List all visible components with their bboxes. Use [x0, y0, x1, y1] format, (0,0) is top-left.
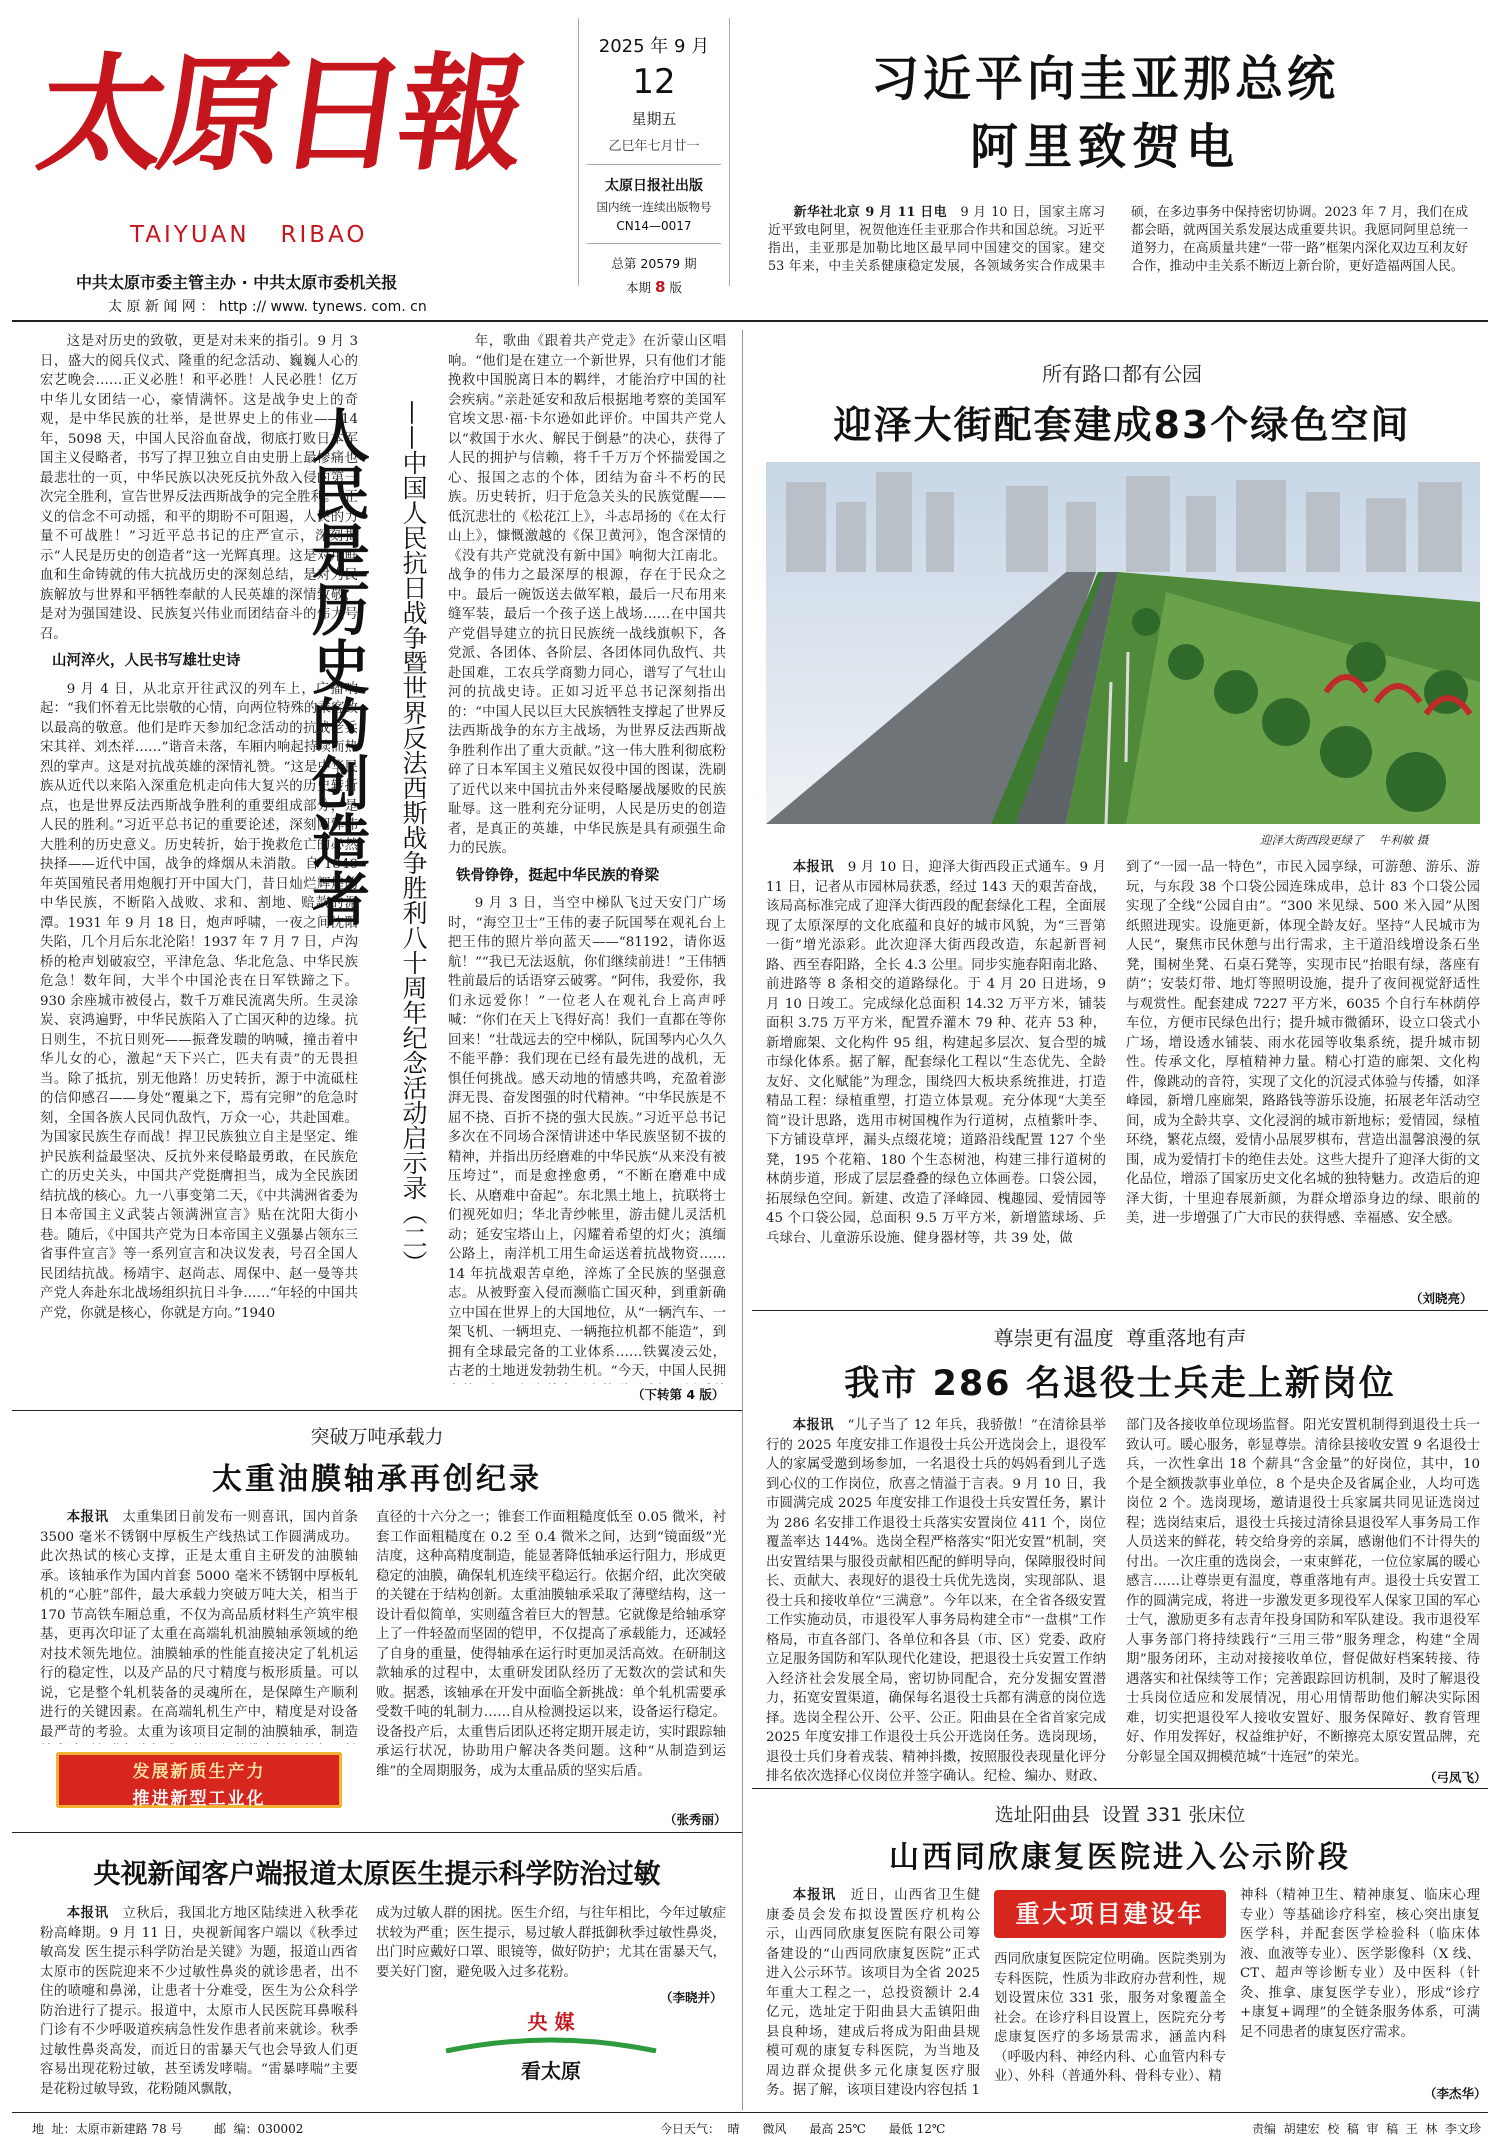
feature-title-text: 人民是历史的创造者 — [302, 405, 370, 927]
feature-title[interactable] — [302, 405, 378, 927]
website-line[interactable]: 太 原 新 闻 网 ： http :// www. tynews. com. cn — [108, 299, 427, 315]
badge-line2: 推进新型工业化 — [132, 1789, 266, 1809]
central-media-logo — [436, 2000, 666, 2096]
lead-dateline: 新华社北京 9 月 11 日电 — [793, 205, 948, 220]
hospital-body1: 近日，山西省卫生健康委员会发布拟设置医疗机构公示，山西同欣康复医院有限公司筹备建设的“山西同欣康复医院”正式进入公示环节。该项目为全省 2025 年重大工程之一，总投资额计 2.4 亿元，选址定于阳曲县大盂镇阳曲县良种场，建成后将成为阳曲县规模可观的康复专科医院，为当地及周边群众提供多元化康复医疗服务。据了解，该项目建设内容包括 1 — [766, 1888, 980, 2098]
bearings-body2: 直径的十六分之一；锥套工作面粗糙度低至 0.05 微米，衬套工作面粗糙度在 0.2 至 0.4 微米之间，达到“镜面级”光洁度，这种高精度制造，能显著降低轴承运行阻力，形成更稳定的油膜，确保轧机连续平稳运行。依据介绍，此次突破的关键在于结构创新。太重油膜轴承采取了薄壁结构，这一设计看似简单，实则蕴含着巨大的智慧。它就像是给轴承穿上了一件轻盈而坚固的铠甲，不仅提高了承载能力，还减轻了自身的重量，使得轴承在运行时更加灵活高效。在研制这款轴承的过程中，太重研发团队经历了无数次的尝试和失败。据悉，该轴承在开发中面临全新挑战：单个轧机需要承受数千吨的轧制力……自从检测投运以来，设备运行稳定。设备投产后，太重售后团队还将定期开展走访，实时跟踪轴承运行状况，协助用户解决各类问题。这种“从制造到运维”的全周期服务，成为太重品质的坚实后盾。 — [376, 1510, 726, 1779]
green-byline: （刘晓亮） — [1410, 1291, 1473, 1306]
weekday: 星期五 — [631, 110, 677, 128]
date-year-month: 2025 年 9 月 — [598, 36, 710, 57]
section-rule-left — [12, 1410, 742, 1411]
cn-number: CN14—0017 — [616, 219, 692, 233]
lead-headline-line1[interactable]: 习近平向圭亚那总统 — [870, 51, 1339, 107]
major-project-badge — [994, 1890, 1226, 1938]
section-rule-right1 — [752, 1310, 1488, 1311]
veterans-byline: （弓凤飞） — [1424, 1770, 1487, 1785]
feature-col2b-text: 9 月 3 日，当空中梯队飞过天安门广场时，“海空卫士”王伟的妻子阮国琴在观礼台上把王伟的照片举向蓝天——“81192，请你返航！”“我已无法返航，你们继续前进！”王伟牺牲前最后的话语穿云破雾。“阿伟，我爱你，我们永远爱你！”一位老人在观礼台上高声呼喊：“你们在天上飞得好高！我们一直都在等你回来！”壮哉远去的空中梯队，阮国琴内心久久不能平静：我们现在已经有最先进的战机，无惧任何挑战。感天动地的情感共鸣，充盈着澎湃无畏、奋发图强的时代精神。“中华民族是不屈不挠、百折不挠的强大民族。”习近平总书记多次在不同场合深情讲述中华民族坚韧不拔的精神，并指出历经磨难的中华民族“从来没有被压垮过”，而是愈挫愈勇，“不断在磨难中成长、从磨难中奋起”。东北黑土地上，抗联将士们视死如归；华北青纱帐里，游击健儿灵活机动；延安宝塔山上，闪耀着希望的灯火；滇缅公路上，南洋机工用生命运送着抗战物资……14 年抗战艰苦卓绝，淬炼了全民族的坚强意志。从被野蛮入侵而濒临亡国灭种，到重新确立中国在世界上的大国地位，从“一辆汽车、一架飞机、一辆坦克、一辆拖拉机都不能造”，到拥有全球最完备的工业体系……铁翼凌云处，古老的土地迸发勃勃生机。“今天，中国人民拥 — [448, 896, 726, 1379]
footer-postcode: 邮 编：030002 — [214, 2122, 304, 2136]
veterans-kicker: 尊崇更有温度 尊重落地有声 — [993, 1326, 1247, 1350]
lead-text: 9 月 10 日，国家主席习近平致电阿里，祝贺他连任圭亚那合作共和国总统。习近平指出，圭亚那是加勒比地区最早同中国建交的国家。建交 53 年来，中圭关系健康稳定发展，各领域务实合作成果丰硕，在多边事务中保持密切协调。2023 年 7 月，我们在成都会晤，就两国关系发展达成重要共识。我愿同阿里总统一道努力，在高质量共建“一带一路”框架内深化双边互利友好合作，推动中圭关系不断迈上新台阶，更好造福两国人民。 — [768, 205, 1468, 274]
column-divider-lower — [742, 1410, 743, 2110]
date-box-divider — [587, 164, 721, 165]
newspaper-logo-latin: TAIYUAN RIBAO — [130, 222, 368, 248]
green-photo-caption — [1260, 832, 1428, 848]
feature-col2-text: 年，歌曲《跟着共产党走》在沂蒙山区唱响。“他们是在建立一个新世界，只有他们才能挽救中国脱离日本的羁绊，才能治疗中国的社会疾病。”亲赴延安和敌后根据地考察的美国军官埃文思·福·卡尔逊如此评价。中国共产党人以“救国于水火、解民于倒悬”的决心，获得了人民的拥护与信赖，将千千万万个怀揣爱国之心、报国之志的个体，团结为奋斗不朽的民族。历史转折，归于危急关头的民族觉醒——低沉悲壮的《松花江上》，斗志昂扬的《在太行山上》，慷慨激越的《保卫黄河》，饱含深情的《没有共产党就没有新中国》响彻大江南北。战争的伟力之最深厚的根源，存在于民众之中。最后一碗饭送去做军粮，最后一尺布用来缝军装，最后一个孩子送上战场……在中国共产党倡导建立的抗日民族统一战线旗帜下，各党派、各团体、各阶层、各团体同仇敌忾、共赴国难，工农兵学商勠力同心，谱写了气壮山河的抗战史诗。正如习近平总书记深刻指出的：“中国人民以巨大民族牺牲支撑起了世界反法西斯战争的东方主战场，为世界反法西斯战争胜利作出了重大贡献。”这一伟大胜利彻底粉碎了日本军国主义殖民奴役中国的图谋，洗刷了近代以来中国抗击外来侵略屡战屡败的民族耻辱。这一胜利充分证明，人民是历史的创造者，是真正的英雄，中华民族是具有顽强生命力的民族。 — [448, 334, 726, 856]
page-count-number: 8 — [655, 278, 666, 296]
masthead-rule — [12, 320, 1488, 322]
green-kicker: 所有路口都有公园 — [1042, 362, 1202, 386]
section-rule-right2 — [752, 1788, 1488, 1789]
feature-col2-subhead: 铁骨铮铮，挺起中华民族的脊梁 — [456, 867, 659, 884]
page-count — [579, 278, 729, 296]
veterans-body2: 部门及各接收单位现场监督。阳光安置机制得到退役士兵一致认可。暖心服务，彰显尊崇。清徐县接收安置 9 名退役士兵，一次性拿出 18 个薪具“含金量”的好岗位，其中，10 个是全额拨款事业单位，8 个是央企及省属企业，人均可选岗位 2 个。选岗现场，邀请退役士兵家属共同见证选岗过程；选岗结束后，退役士兵接过清徐县退役军人事务局工作人员送来的鲜花，转交给身旁的亲属，感谢他们不计得失的付出。一次庄重的选岗会，一束束鲜花，一位位家属的暖心感言……让尊崇更有温度，尊重落地有声。退役士兵安置工作的圆满完成，将进一步激发更多现役军人保家卫国的军心士气，激励更多有志青年投身国防和军队建设。我市退役军人事务部门将持续践行“三用三带”服务理念，构建“全周期”服务闭环，主动对接接收单位，督促做好档案转接、待遇落实和社保续等工作；完善跟踪回访机制，及时了解退役士兵岗位适应和发展情况，用心用情帮助他们解决实际困难，切实把退役军人接收安置好、服务保障好、教育管理好、作用发挥好，权益维护好，不断擦亮太原安置品牌，充分彰显全国双拥模范城“十连冠”的荣光。 — [1126, 1418, 1480, 1765]
veterans-body1: “儿子当了 12 年兵，我骄傲！”在清徐县举行的 2025 年度安排工作退役士兵公开选岗会上，退役军人的家属受邀到场参加，一名退役士兵的妈妈看到儿子选到心仪的工作岗位，欣喜之情溢于言表。9 月 10 日，我市圆满完成 2025 年度安排工作退役士兵安置任务，累计为 286 名安排工作退役士兵落实安置岗位 411 个，岗位覆盖率达 144%。选岗全程严格落实“阳光安置”机制，突出安置结果与服役贡献相匹配的鲜明导向，保障服役时间长、贡献大、表现好的退役士兵优先选岗，实现部队、退役士兵和接收单位“三满意”。今年以来，在全省各级安置工作实施动员，市退役军人事务局构建全市“一盘棋”工作格局，市直各部门、各单位和各县（市、区）党委、政府立足服务国防和军队现代化建设，把退役士兵安置工作纳入经济社会发展全局，密切协同配合，充分发掘安置潜力，拓宽安置渠道，确保每名退役士兵都有满意的岗位选择。选岗全程公开、公平、公正。阳曲县在全省首家完成 2025 年度安排工作退役士兵公开选岗任务。选岗现场，退役士兵们身着戎装、精神抖擞，按照服役表现量化评分排名依次选择心仪岗位并签字确认。纪检、编办、财政、 — [766, 1418, 1106, 1784]
feature-subtitle — [393, 400, 429, 1300]
allergy-body1: 立秋后，我国北方地区陆续进入秋季花粉高峰期。9 月 11 日，央视新闻客户端以《秋季过敏高发 医生提示科学防治是关键》为题，报道山西省太原市的医院迎来不少过敏性鼻炎的就诊患者，出不住的喷嚏和鼻涕，让患者十分难受，医生为公众科学防治进行了提示。报道中，太原市人民医院耳鼻喉科门诊有不少呼吸道疾病急性发作患者前来就诊。秋季过敏性鼻炎高发，而近日的雷暴天气也会导致人们更容易出现花粉过敏，甚至诱发哮喘。“雷暴哮喘”主要是花粉过敏导致，花粉随风飘散， — [40, 1906, 358, 2097]
cn-label: 国内统一连续出版物号 — [596, 200, 712, 214]
hospital-kicker: 选址阳曲县 设置 331 张床位 — [994, 1804, 1246, 1826]
bearings-col2 — [376, 1508, 726, 1826]
publisher: 太原日报社出版 — [605, 178, 703, 194]
lunar-date: 乙巳年七月廿一 — [608, 139, 700, 154]
sponsor-line: 中共太原市委主管主办 · 中共太原市委机关报 — [76, 273, 398, 292]
lead-body — [768, 204, 1468, 312]
hospital-col2 — [994, 1950, 1226, 2100]
date-box-divider — [587, 243, 721, 244]
veterans-headline[interactable]: 我市 286 名退役士兵走上新岗位 — [844, 1364, 1396, 1404]
hospital-byline: （李杰华） — [1424, 2086, 1487, 2101]
veterans-col2 — [1126, 1416, 1480, 1784]
allergy-headline[interactable]: 央视新闻客户端报道太原医生提示科学防治过敏 — [93, 1859, 661, 1890]
lead-headline-line2[interactable]: 阿里致贺电 — [969, 119, 1240, 175]
page-count-prefix: 本期 — [626, 280, 652, 295]
newspaper-logo: 太原日報 — [29, 40, 531, 188]
hospital-col3: 神科（精神卫生、精神康复、临床心理专业）等基础诊疗科室，核心突出康复医学科，并配套医学检验科（临床体液、血液等专业）、医学影像科（X 线、CT、超声等诊断专业）及中医科（针灸、推拿、康复医学专业），形成“诊疗+康复+调理”的全链条服务体系，可满足不同患者的康复医疗需求。 — [1240, 1888, 1480, 2040]
date-day: 12 — [632, 62, 676, 102]
hospital-body2: 西同欣康复医院定位明确。医院类别为专科医院，性质为非政府办营利性，规划设置床位 331 张，服务对象覆盖全社会。在诊疗科目设置上，医院充分考虑康复医疗的多场景需求，涵盖内科（呼吸内科、神经内科、心血管内科专业）、外科（普通外科、骨科专业）、精 — [994, 1952, 1226, 2084]
feature-col2 — [448, 332, 726, 1384]
footer-address: 地 址：太原市新建路 78 号 — [32, 2122, 183, 2136]
green-headline[interactable]: 迎泽大街配套建成83个绿色空间 — [833, 403, 1411, 447]
hospital-col1: 本报讯 近日，山西省卫生健康委员会发布拟设置医疗机构公示，山西同欣康复医院有限公司筹备建设的“山西同欣康复医院”正式进入公示环节。该项目为全省 2025 年重大工程之一，总投资额计 2.4 亿元，选址定于阳曲县大盂镇阳曲县良种场，建成后将成为阳曲县规模可观的康复专科医院，为当地及周边群众提供多元化康复医疗服务。据了解，该项目建设内容包括 1 — [766, 1886, 980, 2100]
green-photo — [766, 462, 1480, 824]
central-media-logo-bottom: 看太原 — [521, 2059, 581, 2083]
green-col2 — [1126, 858, 1480, 1306]
green-col1: 本报讯 9 月 10 日，迎泽大街西段正式通车。9 月 11 日，记者从市园林局获悉，经过 143 天的艰苦奋战，该局高标准完成了迎泽大街西段的配套绿化工程，全面展现了太原深厚的文化底蕴和良好的城市风貌，为“三晋第一街”增光添彩。此次迎泽大街西段改造，东起新晋祠路、西至春阳路，全长 4.3 公里。同步实施春阳南北路、前进路等 8 条相交的道路绿化。于 4 月 20 日进场，9 月 10 日竣工。完成绿化总面积 14.32 万平方米，铺装面积 3.75 万平方米，配置乔灌木 79 种、花卉 53 种，新增廊架、文化构件 95 组，构建起多层次、复合型的城市绿化体系。据了解，配套绿化工程以“生态优先、全龄友好、文化赋能”为理念，围绕四大板块系统推进，打造精品工程：绿植重塑，打造立体景观。充分体现“大美至简”设计思路，选用市树国槐作为行道树，点植紫叶李、下方铺设草坪，漏头点缀花境；道路沿线配置 127 个坐凳，195 个花箱、180 个生态树池，构建三排行道树的林荫步道，形成了层层叠叠的绿色立体画卷。口袋公园，拓展绿色空间。新建、改造了泽峰园、槐趣园、爱情园等 45 个口袋公园，总面积 9.5 万平方米，新增篮球场、乒乓球台、儿童游乐设施、健身器材等，共 39 处，做 — [766, 860, 1106, 1246]
hospital-headline[interactable]: 山西同欣康复医院进入公示阶段 — [889, 1840, 1351, 1875]
photo-caption: 迎泽大街西段更绿了 — [1260, 833, 1364, 847]
feature-continued[interactable]: （下转第 4 版） — [632, 1387, 725, 1402]
allergy-col1: 本报讯 立秋后，我国北方地区陆续进入秋季花粉高峰期。9 月 11 日，央视新闻客户端以《秋季过敏高发 医生提示科学防治是关键》为题，报道山西省太原市的医院迎来不少过敏性鼻炎的就诊患者，出不住的喷嚏和鼻涕，让患者十分难受，医生为公众科学防治进行了提示。报道中，太原市人民医院耳鼻喉科门诊有不少呼吸道疾病急性发作患者前来就诊。秋季过敏性鼻炎高发，而近日的雷暴天气也会导致人们更容易出现花粉过敏，甚至诱发哮喘。“雷暴哮喘”主要是花粉过敏导致，花粉随风飘散， — [40, 1906, 358, 2097]
footer — [12, 2118, 1488, 2142]
major-project-badge-text: 重大项目建设年 — [1015, 1900, 1205, 1928]
central-media-logo-top: 央 媒 — [527, 2010, 575, 2034]
allergy-byline: （李晓并） — [660, 1990, 723, 2005]
footer-rule — [12, 2112, 1488, 2113]
industry-badge — [56, 1752, 342, 1808]
section-rule-left2 — [12, 1832, 742, 1833]
logo-swoosh-icon — [436, 2035, 666, 2053]
bearings-byline: （张秀丽） — [664, 1812, 727, 1827]
badge-line1: 发展新质生产力 — [132, 1762, 266, 1782]
footer-credits: 责编 胡建宏 校 稿 审 稿 王 林 李文珍 — [1252, 2122, 1482, 2136]
feature-subtitle-text: ——中国人民抗日战争暨世界反法西斯战争胜利八十周年纪念活动启示录（二） — [399, 400, 428, 1275]
masthead — [0, 0, 1500, 320]
photo-credit: 牛利敏 摄 — [1378, 833, 1429, 847]
green-body2: 到了“一园一品一特色”，市民入园享绿，可游憩、游乐、游玩，与东段 38 个口袋公园连珠成串，总计 83 个口袋公园实现了全线“公园自由”。“300 米见绿、500 米入园”从图纸照进现实。设施更新，体现全龄友好。坚持“人民城市为人民”，聚焦市民休憩与出行需求，主干道沿线增设条石坐凳，围树坐凳、石桌石凳等，实现市民“抬眼有绿，落座有荫”；安装灯带、地灯等照明设施，提升了夜间视觉舒适性与观赏性。配套建成 7227 平方米，6035 个自行车林荫停车位，方便市民绿色出行；提升城市微循环，设立口袋式小广场，增设透水铺装、雨水花园等收集系统，提升城市韧性。传承文化，厚植精神力量。精心打造的廊架、文化构件，像跳动的音符，实现了文化的沉浸式体验与传播，如泽峰园，新增几座廊架，路路钱等游乐设施，拓展老年活动空间，成为全龄共享、文化浸润的城市新地标；爱情园，绿植环绕，繁花点缀，爱情小品展罗棋布，营造出温馨浪漫的氛围，成为爱情打卡的绝佳去处。这些大提升了迎泽大街的文化品位，增添了国家历史文化名城的独特魅力。改造后的迎泽大街，十里迎春展新颜，为群众增添身边的绿、眼前的美，进一步增强了广大市民的获得感、幸福感、安全感。 — [1126, 860, 1480, 1226]
bearings-col1: 本报讯 太重集团日前发布一则喜讯，国内首条 3500 毫米不锈钢中厚板生产线热试工作圆满成功。此次热试的核心支撑，正是太重自主研发的油膜轴承。该轴承作为国内首套 5000 毫米不锈钢中厚板轧机的“心脏”部件，最大承载力突破万吨大关，相当于 170 节高铁车厢总重，不仅为高品质材料生产筑牢根基，更再次印证了太重在高端轧机油膜轴承领域的绝对技术领先地位。油膜轴承的性能直接决定了轧机运行的稳定性，以及产品的尺寸精度与板形质量。可以说，它是整个轧机装备的灵魂所在，是保障生产顺利进行的关键因素。在高端轧机生产中，精度是对设备最严苛的考验。太重为该项目定制的油膜轴承，制造 — [40, 1508, 358, 1744]
feature-col1b-text: 9 月 4 日，从北京开往武汉的列车上，广播响起：“我们怀着无比崇敬的心情，向两位特殊的乘客致以最高的敬意。他们是昨天参加纪念活动的抗战老兵宋其祥、刘杰祥……”谐音未落，车厢内响起持续而热烈的掌声。这是对抗战英雄的深情礼赞。“这是中华民族从近代以来陷入深重危机走向伟大复兴的历史转折点，也是世界反法西斯战争胜利的重要组成部分，是人民的胜利。”习近平总书记的重要论述，深刻阐释伟大胜利的历史意义。历史转折，始于挽救危亡的必然抉择——近代中国，战争的烽烟从未消散。自 1840 年英国殖民者用炮舰打开中国大门，昔日灿烂辉煌的中华民族，不断陷入战败、求和、割地、赔款的泥潭。1931 年 9 月 18 日，炮声呼啸，一夜之间沈阳失陷，几个月后东北沦陷！1937 年 7 月 7 日，卢沟桥的枪声划破寂空，平津危急、华北危急、中华民族危急！数年间，大半个中国沦丧在日军铁蹄之下。930 余座城市被侵占，数千万难民流离失所。生灵涂炭、哀鸿遍野，中华民族陷入了亡国灭种的边缘。抗日则生，不抗日则死——振聋发聩的呐喊，撞击着中华儿女的心，激起“天下兴亡，匹夫有责”的无畏担当。除了抵抗，别无他路！历史转折，源于中流砥柱的信仰感召——身处“覆巢之下，焉有完卵”的危急时刻，全国各族人民同仇敌忾，万众一心，共赴国难。为国家民族生存而战！捍卫民族独立自主是坚定、维护民族利益最坚决、反抗外来侵略最勇敢，在民族危亡的历史关头，中国共产党挺膺担当，成为全民族团结抗战的核心。九一八事变第二天，《中共满洲省委为日本帝国主义武装占领满洲宣言》贴在沈阳大街小巷。随后，《中国共产党为日本帝国主义强暴占领东三省事件宣言》等一系列宣言和决议发表，号召全国人民团结抗战。杨靖宇、赵尚志、周保中、赵一曼等共产党人奔赴东北战场组织抗日斗争……“年轻的中国共产党，你就是核心，你就是方向。”1940 — [40, 681, 358, 1321]
allergy-col2 — [376, 1904, 726, 1986]
bearings-kicker: 突破万吨承载力 — [310, 1426, 444, 1448]
feature-col1-text: 这是对历史的致敬，更是对未来的指引。9 月 3 日，盛大的阅兵仪式、隆重的纪念活动、巍巍人心的宏艺晚会……正义必胜！和平必胜！人民必胜！亿万中华儿女团结一心，豪情满怀。这是战争史上的奇观，是中华民族的壮举，是世界史上的伟业——14 年，5098 天，中国人民浴血奋战，彻底打败日本军国主义侵略者，书写了捍卫独立自由史册上最惨痛也最悲壮的一页，中华民族以决死反抗外敌入侵的第一次完全胜利，宣告世界反法西斯战争的完全胜利。“正义的信念不可动摇，和平的期盼不可阻遏，人民的力量不可战胜！”习近平总书记的庄严宣示，深刻揭示“人民是历史的创造者”这一光辉真理。这是对用鲜血和生命铸就的伟大抗战历史的深刻总结，是对为民族解放与世界和平牺牲奉献的人民英雄的深情致敬，是对为强国建设、民族复兴伟业而团结奋斗的伟大号召。 — [40, 334, 358, 642]
feature-col1-subhead: 山河淬火，人民书写雄壮史诗 — [52, 653, 241, 669]
footer-weather: 今日天气： 晴 微风 最高 25℃ 最低 12℃ — [660, 2122, 946, 2136]
total-issue: 总第 20579 期 — [611, 256, 697, 271]
column-divider — [742, 330, 743, 1410]
green-body1: 9 月 10 日，迎泽大街西段正式通车。9 月 11 日，记者从市园林局获悉，经过 143 天的艰苦奋战，该局高标准完成了迎泽大街西段的配套绿化工程，全面展现了太原深厚的文化底蕴和良好的城市风貌，为“三晋第一街”增光添彩。此次迎泽大街西段改造，东起新晋祠路、西至春阳路，全长 4.3 公里。同步实施春阳南北路、前进路等 8 条相交的道路绿化。于 4 月 20 日进场，9 月 10 日竣工。完成绿化总面积 14.32 万平方米，铺装面积 3.75 万平方米，配置乔灌木 79 种、花卉 53 种，新增廊架、文化构件 95 组，构建起多层次、复合型的城市绿化体系。据了解，配套绿化工程以“生态优先、全龄友好、文化赋能”为理念，围绕四大板块系统推进，打造精品工程：绿植重塑，打造立体景观。充分体现“大美至简”设计思路，选用市树国槐作为行道树，点植紫叶李、下方铺设草坪，漏头点缀花境；道路沿线配置 127 个坐凳，195 个花箱、180 个生态树池，构建三排行道树的林荫步道，形成了层层叠叠的绿色立体画卷。口袋公园，拓展绿色空间。新建、改造了泽峰园、槐趣园、爱情园等 45 个口袋公园，总面积 9.5 万平方米，新增篮球场、乒乓球台、儿童游乐设施、健身器材等，共 39 处，做 — [766, 860, 1106, 1246]
allergy-body2: 成为过敏人群的困扰。医生介绍，与往年相比，今年过敏症状较为严重；医生提示，易过敏人群抵御秋季过敏性鼻炎，出门时应戴好口罩、眼镜等，做好防护；尤其在雷暴天气，要关好门窗，避免吸入过多花粉。 — [376, 1906, 726, 1980]
bearings-headline[interactable]: 太重油膜轴承再创纪录 — [212, 1462, 542, 1497]
date-box — [578, 18, 730, 296]
bearings-body1: 太重集团日前发布一则喜讯，国内首条 3500 毫米不锈钢中厚板生产线热试工作圆满成功。此次热试的核心支撑，正是太重自主研发的油膜轴承。该轴承作为国内首套 5000 毫米不锈钢中厚板轧机的“心脏”部件，最大承载力突破万吨大关，相当于 170 节高铁车厢总重，不仅为高品质材料生产筑牢根基，更再次印证了太重在高端轧机油膜轴承领域的绝对技术领先地位。油膜轴承的性能直接决定了轧机运行的稳定性，以及产品的尺寸精度与板形质量。可以说，它是整个轧机装备的灵魂所在，是保障生产顺利进行的关键因素。在高端轧机生产中，精度是对设备最严苛的考验。太重为该项目定制的油膜轴承，制造 — [40, 1510, 358, 1740]
veterans-col1: 本报讯 “儿子当了 12 年兵，我骄傲！”在清徐县举行的 2025 年度安排工作退役士兵公开选岗会上，退役军人的家属受邀到场参加，一名退役士兵的妈妈看到儿子选到心仪的工作岗位，欣喜之情溢于言表。9 月 10 日，我市圆满完成 2025 年度安排工作退役士兵安置任务，累计为 286 名安排工作退役士兵落实安置岗位 411 个，岗位覆盖率达 144%。选岗全程严格落实“阳光安置”机制，突出安置结果与服役贡献相匹配的鲜明导向，保障服役时间长、贡献大、表现好的退役士兵优先选岗，实现部队、退役士兵和接收单位“三满意”。今年以来，在全省各级安置工作实施动员，市退役军人事务局构建全市“一盘棋”工作格局，市直各部门、各单位和各县（市、区）党委、政府立足服务国防和军队现代化建设，把退役士兵安置工作纳入经济社会发展全局，密切协同配合，充分发掘安置潜力，拓宽安置渠道，确保每名退役士兵都有满意的岗位选择。选岗全程公开、公平、公正。阳曲县在全省首家完成 2025 年度安排工作退役士兵公开选岗任务。选岗现场，退役士兵们身着戎装、精神抖擞，按照服役表现量化评分排名依次选择心仪岗位并签字确认。纪检、编办、财政、 — [766, 1416, 1106, 1784]
page-count-suffix: 版 — [669, 280, 682, 295]
